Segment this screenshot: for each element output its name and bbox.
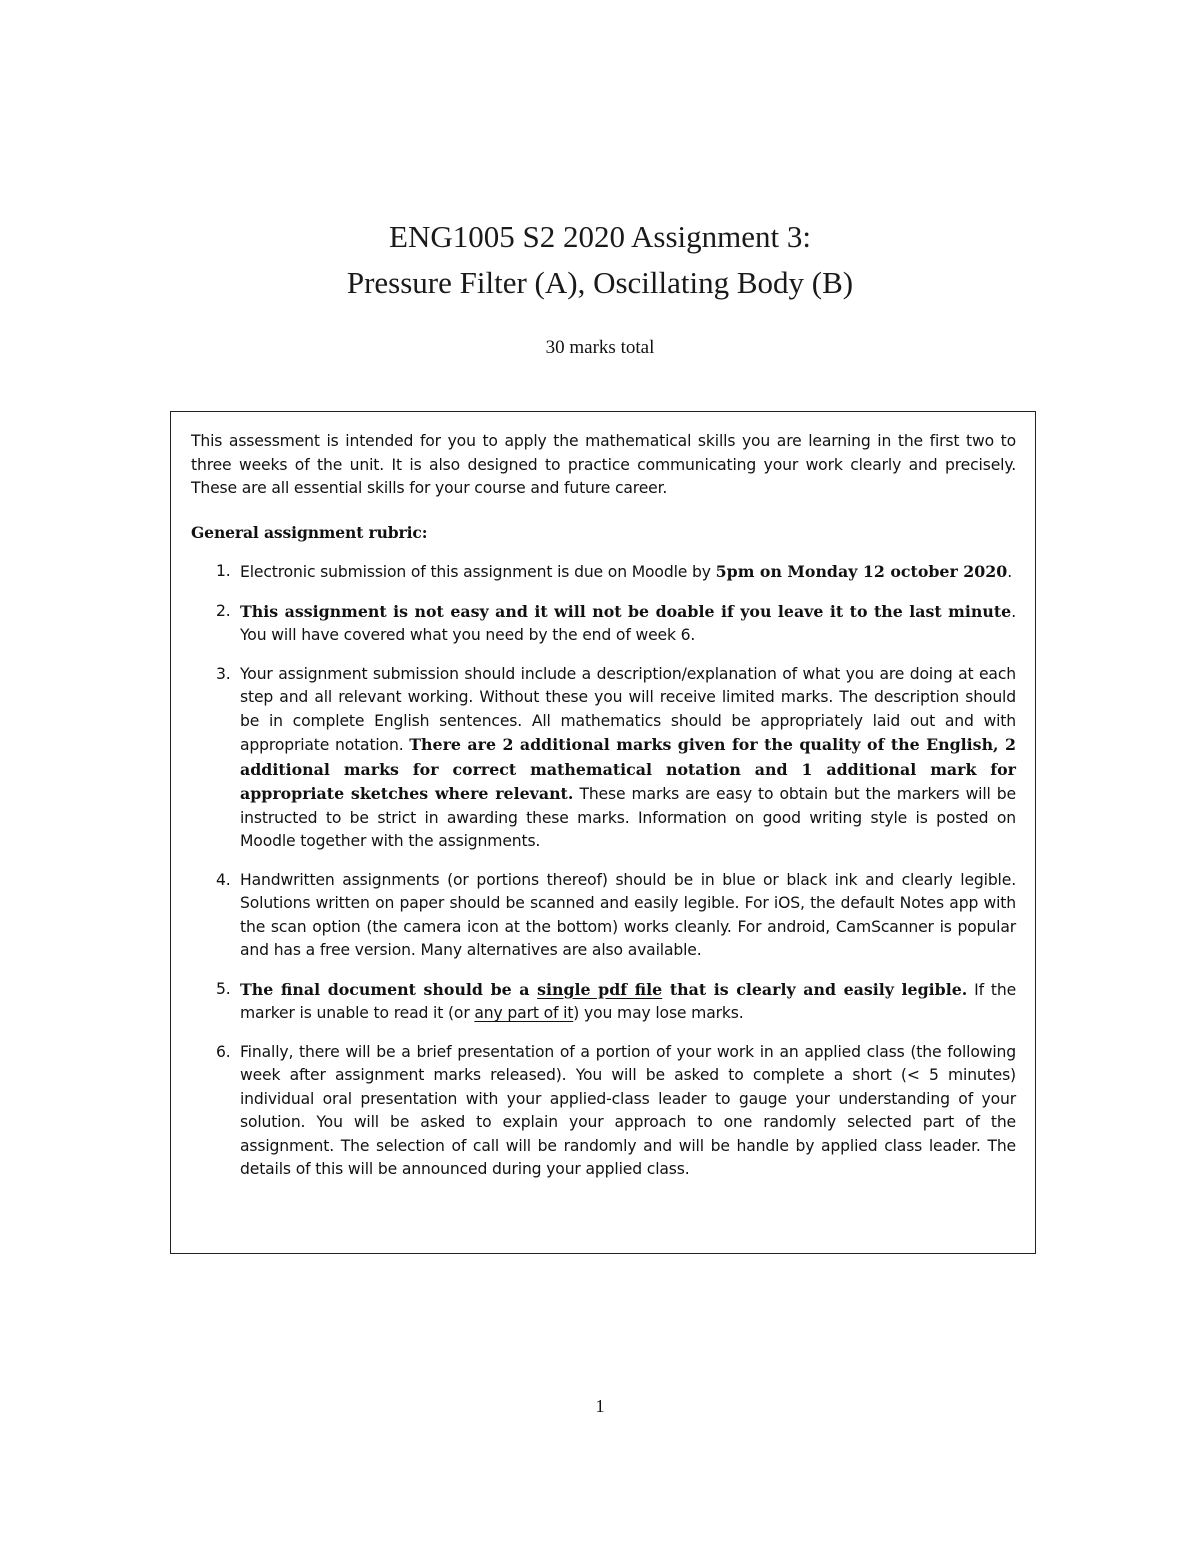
document-title (0, 214, 1200, 306)
item-text: Electronic submission of this assignment is due on Moodle by (240, 563, 716, 581)
item-text: Finally, there will be a brief presentation of a portion of your work in an applied class (the following week after assignment marks released). You will be asked to complete a short (< 5 minutes) individual oral presentation with your applied-class leader to gauge your understanding of your solution. You will be asked to explain your approach to one randomly selected part of the assignment. The selection of call will be randomly and will be handle by applied class leader. The details of this will be announced during your applied class. (240, 1042, 1016, 1178)
marks-total: 30 marks total (545, 337, 655, 358)
rubric-box (170, 411, 1036, 1254)
item-text: These marks are easy to obtain but the markers will be instructed to be strict in awarding these marks. Information on good writing style is posted on Moodle together with the assignments. (240, 785, 1016, 850)
item-bold-text: There are 2 additional marks given for the quality of the English, 2 additional marks for correct mathematical notation and 1 additional mark for appropriate sketches where relevant. (240, 735, 1016, 803)
item-text: Your assignment submission should include a description/explanation of what you are doing at each step and all relevant working. Without these you will receive limited marks. The description should be in complete English sentences. All mathematics should be appropriately laid out and with appropriate notation. (240, 664, 1016, 754)
rubric-item-4 (191, 869, 1016, 963)
rubric-heading: General assignment rubric: (191, 522, 428, 542)
rubric-item-2 (191, 600, 1016, 648)
item-text: Handwritten assignments (or portions thereof) should be in blue or black ink and clearly legible. Solutions written on paper should be scanned and easily legible. For iOS, the default Notes app with the scan option (the camera icon at the bottom) works cleanly. For android, CamScanner is popular and has a free version. Many alternatives are also available. (240, 870, 1016, 959)
rubric-item-6 (191, 1041, 1016, 1182)
item-bold-text: The final document should be a (240, 979, 538, 999)
item-bold-text: This assignment is not easy and it will not be doable if you leave it to the last minute (240, 601, 1012, 621)
item-number: 5. (216, 979, 231, 998)
item-number: 1. (216, 562, 231, 580)
rubric-item-1 (191, 560, 1016, 585)
rubric-list (191, 560, 1016, 1182)
item-text: ) you may lose marks. (573, 1004, 744, 1022)
rubric-item-3 (191, 663, 1016, 854)
page-number: 1 (595, 1396, 605, 1416)
item-number: 3. (216, 664, 231, 683)
item-bold-text: that is clearly and easily legible. (662, 979, 968, 999)
item-bold-underlined-text: single pdf file (537, 979, 663, 999)
item-number: 4. (216, 870, 231, 889)
item-number: 2. (216, 601, 231, 620)
item-text: . You will have covered what you need by the end of week 6. (240, 602, 1016, 644)
title-line-1: ENG1005 S2 2020 Assignment 3: (389, 219, 811, 254)
intro-paragraph: This assessment is intended for you to apply the mathematical skills you are learning in the first two to three weeks of the unit. It is also designed to practice communicating your work clearly and precisely. These are all essential skills for your course and future career. (191, 432, 1016, 497)
item-underlined-text: any part of it (474, 1004, 574, 1022)
title-line-2: Pressure Filter (A), Oscillating Body (B) (346, 265, 854, 300)
item-number: 6. (216, 1042, 231, 1061)
item-bold-text: 5pm on Monday 12 october 2020 (715, 562, 1008, 581)
item-text: If the marker is unable to read it (or (240, 980, 1017, 1022)
rubric-item-5 (191, 978, 1016, 1026)
item-text: . (1007, 563, 1013, 581)
